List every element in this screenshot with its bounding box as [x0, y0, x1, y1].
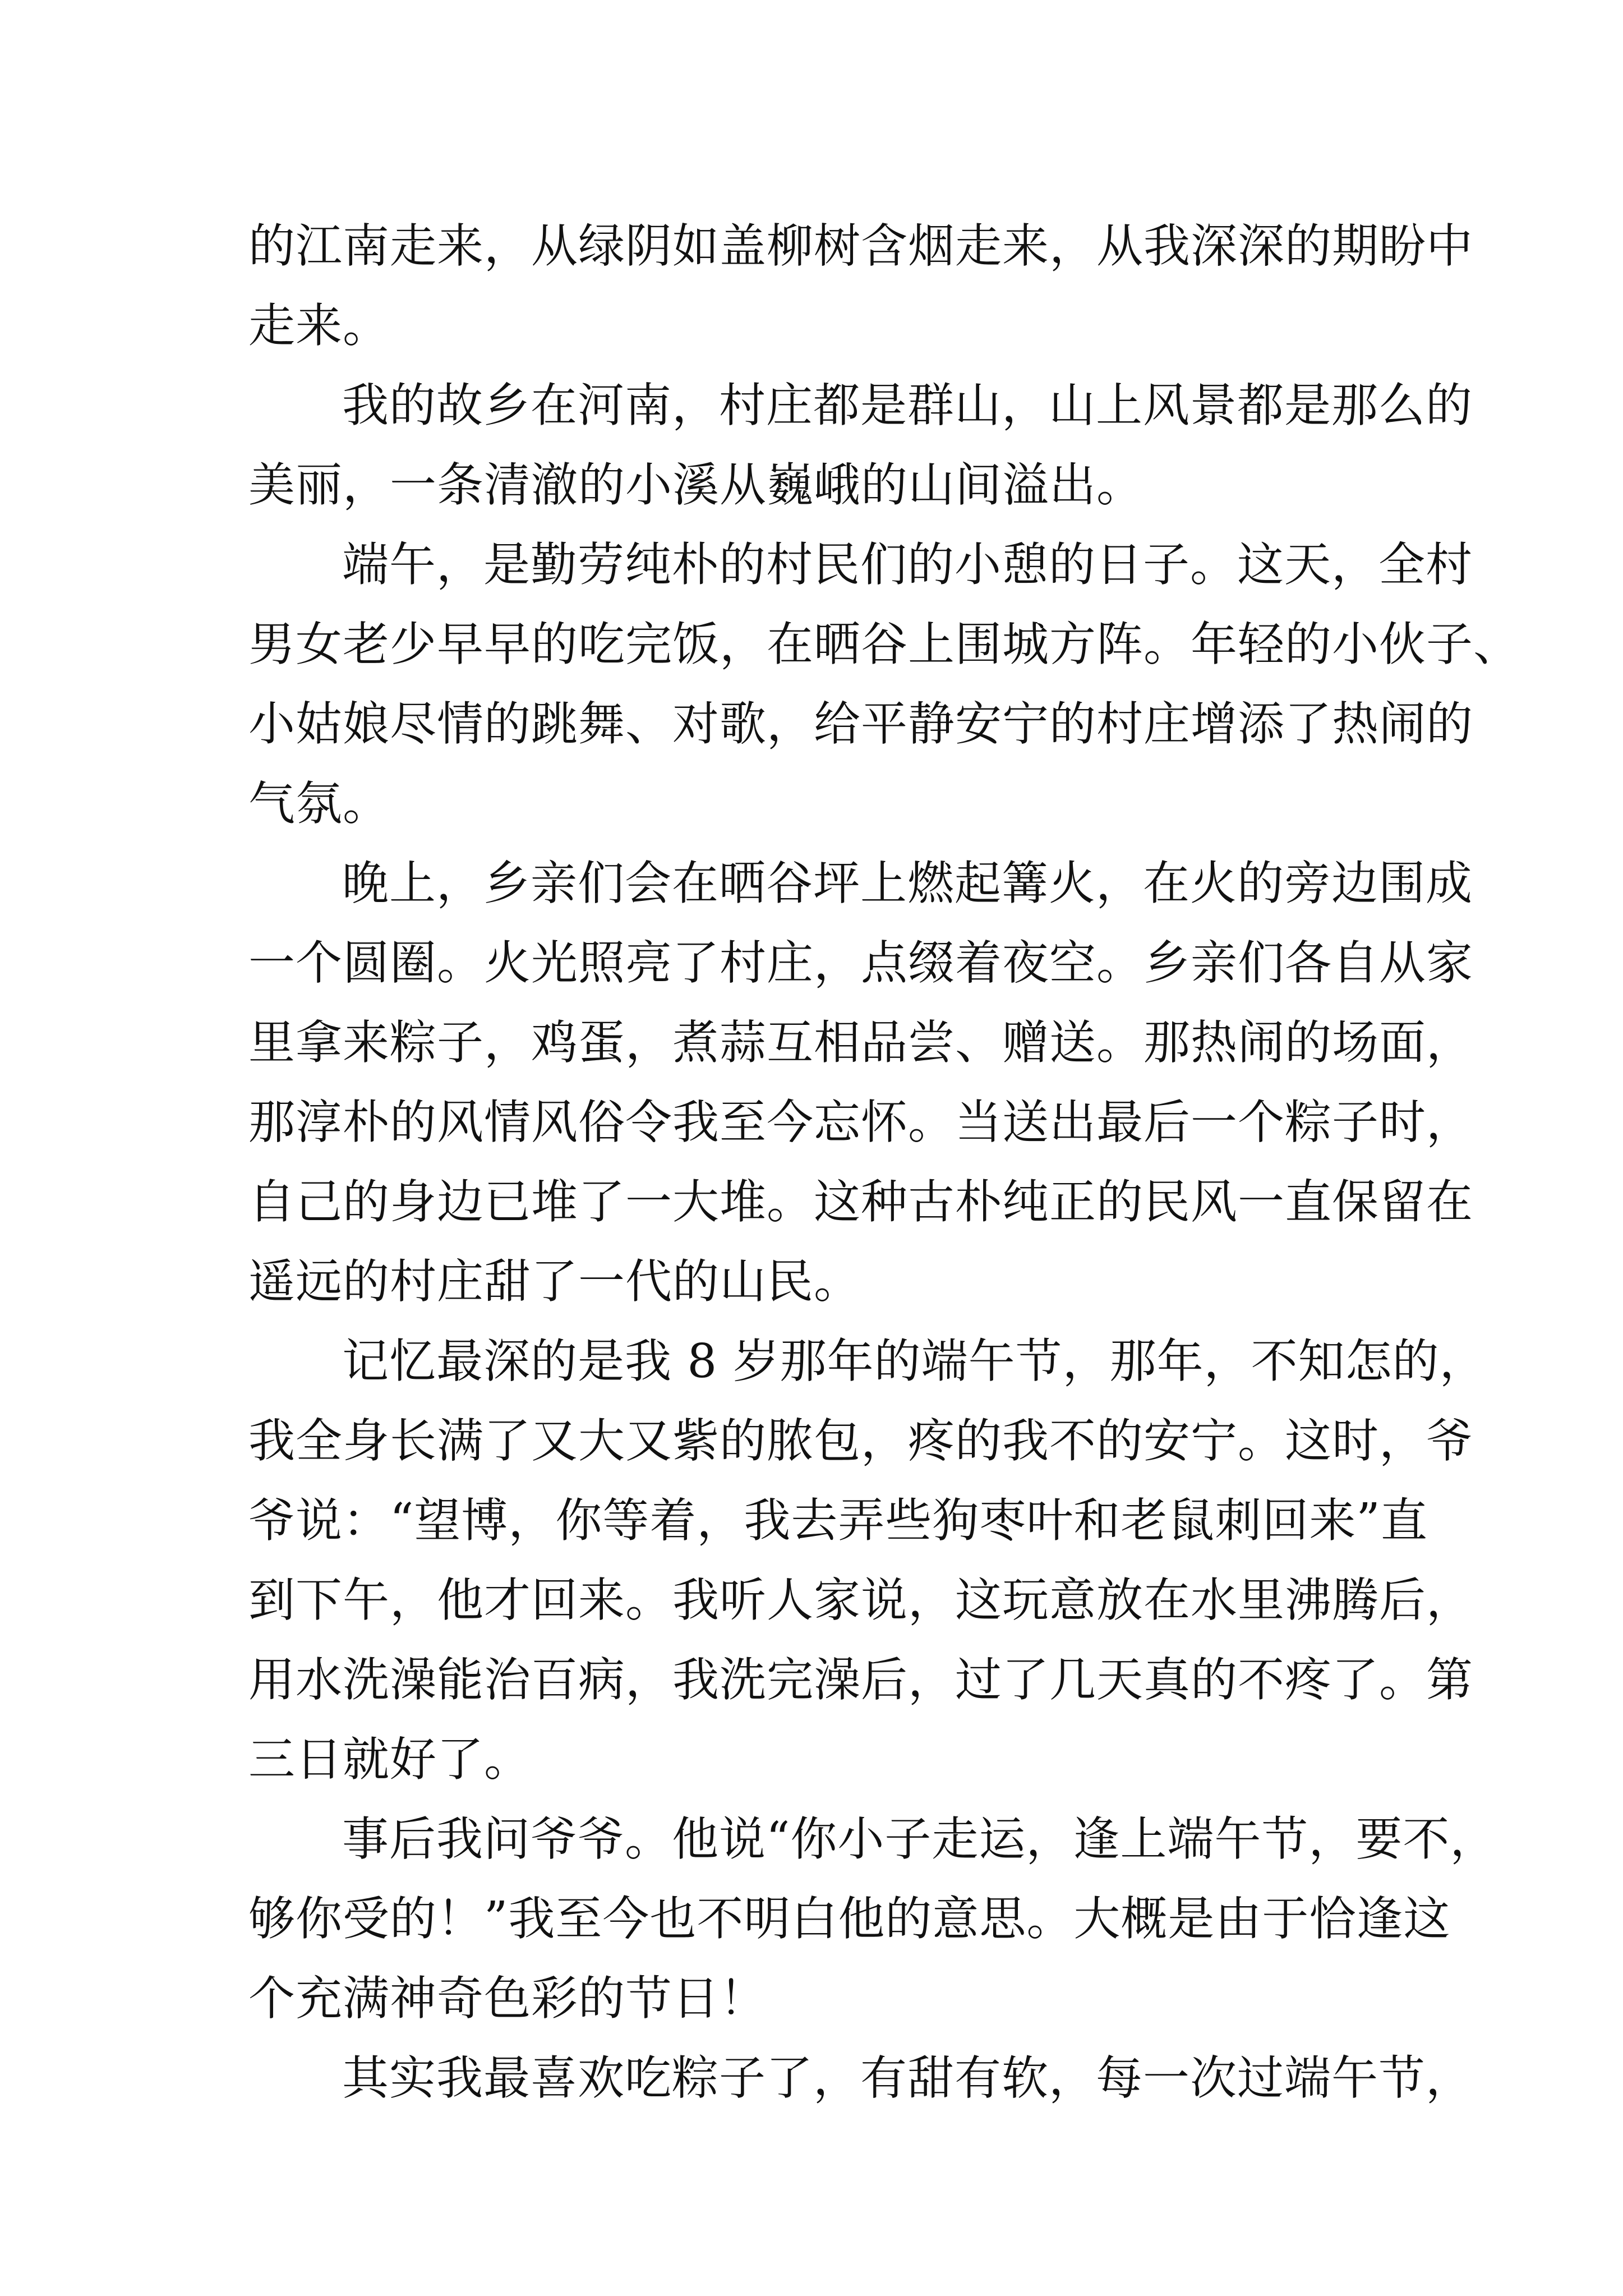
- text-line: 记忆最深的是我 8 岁那年的端午节，那年，不知怎的，: [342, 1334, 1487, 1388]
- text-line: 事后我问爷爷。他说“你小子走运，逢上端午节，要不，: [342, 1812, 1497, 1866]
- text-line: 其实我最喜欢吃粽子了，有甜有软，每一次过端午节，: [342, 2051, 1473, 2105]
- text-line: 里拿来粽子，鸡蛋，煮蒜互相品尝、赠送。那热闹的场面，: [248, 1015, 1473, 1070]
- text-line: 那淳朴的风情风俗令我至今忘怀。当送出最后一个粽子时，: [248, 1095, 1473, 1149]
- text-line: 一个圆圈。火光照亮了村庄，点缀着夜空。乡亲们各自从家: [248, 936, 1473, 990]
- text-line: 自己的身边已堆了一大堆。这种古朴纯正的民风一直保留在: [248, 1175, 1473, 1229]
- text-line: 走来。: [248, 298, 390, 353]
- text-line: 气氛。: [248, 776, 390, 831]
- body-text: [248, 206, 1520, 2118]
- text-line: 男女老少早早的吃完饭，在晒谷上围城方阵。年轻的小伙子、: [248, 617, 1520, 671]
- text-line: 晚上，乡亲们会在晒谷坪上燃起篝火，在火的旁边围成: [342, 856, 1473, 910]
- text-line: 够你受的！”我至今也不明白他的意思。大概是由于恰逢这: [248, 1892, 1451, 1946]
- text-line: 遥远的村庄甜了一代的山民。: [248, 1254, 861, 1309]
- text-line: 美丽，一条清澈的小溪从巍峨的山间溢出。: [248, 458, 1144, 512]
- text-line: 小姑娘尽情的跳舞、对歌，给平静安宁的村庄增添了热闹的: [248, 697, 1473, 751]
- text-line: 我全身长满了又大又紫的脓包，疼的我不的安宁。这时，爷: [248, 1414, 1473, 1468]
- text-line: 用水洗澡能治百病，我洗完澡后，过了几天真的不疼了。第: [248, 1653, 1473, 1707]
- text-line: 爷说：“望博，你等着，我去弄些狗枣叶和老鼠刺回来”直: [248, 1493, 1428, 1548]
- text-line: 三日就好了。: [248, 1732, 531, 1787]
- text-line: 个充满神奇色彩的节日！: [248, 1971, 767, 2026]
- text-line: 我的故乡在河南，村庄都是群山，山上风景都是那么的: [342, 378, 1473, 432]
- text-line: 端午，是勤劳纯朴的村民们的小憩的日子。这天，全村: [342, 537, 1473, 592]
- text-line: 到下午，他才回来。我听人家说，这玩意放在水里沸腾后，: [248, 1573, 1473, 1627]
- text-line: 的江南走来，从绿阴如盖柳树含烟走来，从我深深的期盼中: [248, 219, 1473, 273]
